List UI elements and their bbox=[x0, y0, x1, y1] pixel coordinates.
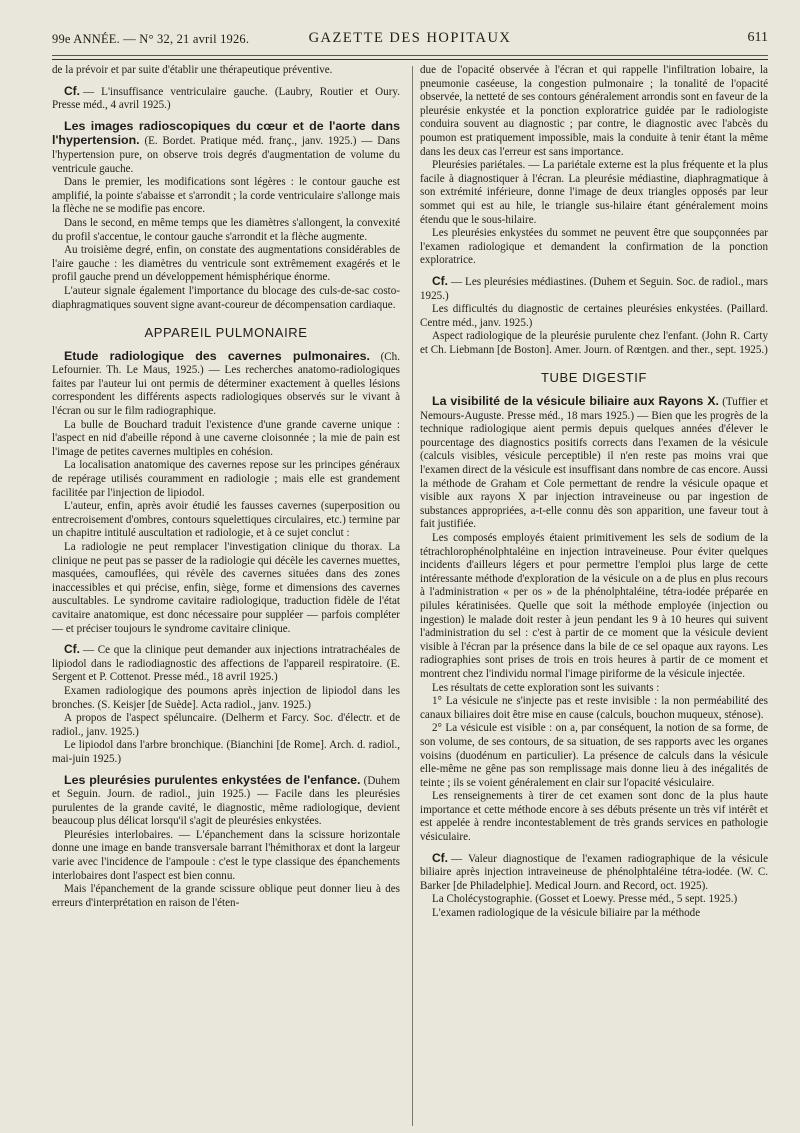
paragraph: Les pleurésies enkystées du sommet ne peuvent être que soupçonnées par l'examen radiologique et demandent la confirmation de la ponction exploratrice. bbox=[420, 227, 768, 267]
header-rule-top bbox=[52, 55, 768, 56]
section-heading: TUBE DIGESTIF bbox=[540, 370, 648, 386]
paragraph: Pleurésies pariétales. — La pariétale externe est la plus fréquente et la plus facile à diagnostiquer à l'écran. La pleurésie médiastine, diaphragmatique à son extrémité inférieure, donne l'image de deux triangles opposés par leur sommet qui est au hile, le triangle sus-hilaire étant généralement moins étendu que le sous-hilaire. bbox=[420, 159, 768, 226]
paragraph: Le lipiodol dans l'arbre bronchique. (Bianchini [de Rome]. Arch. d. radiol., mai-juin 1925.) bbox=[52, 739, 400, 765]
paragraph: L'auteur, enfin, après avoir étudié les fausses cavernes (superposition ou entrecroisement d'ombres, contours squelettiques circulaires, etc.) termine par un chapitre intitulé auscultation et radiologie, et à ce sujet conclut : bbox=[52, 500, 400, 540]
cf-reference bbox=[420, 275, 768, 303]
cf-label: Cf. bbox=[432, 850, 448, 865]
article-text: (Tuffier et Nemours-Auguste. Presse méd., 18 mars 1925.) — Bien que les progrès de la technique radiologique aient permis depuis quelques années d'élever le pourcentage des diagnostics positifs corrects dans l'examen de la vésicule (calculs visibles, vésicule perceptible) il n'en reste pas moins vrai que l'examen direct de la vésicule est insuffisant dans nombre de cas encore. Aussi la méthode de Graham et Cole permettant de rendre la vésicule opaque et visible aux rayons X par injection intraveineuse ou par ingestion de substances appropriées, a-t-elle connu dès son apparition, une faveur tout à fait justifiée. bbox=[420, 396, 768, 531]
paragraph: La radiologie ne peut remplacer l'investigation clinique du thorax. La clinique ne peut pas se passer de la radiologie qui décèle les cavernes muettes, masquées, camouflées, qui révèle des cavernes situées dans des zones inaccessibles et qui précise, enfin, siège, forme et dimensions des cavernes auscultables. Le syndrome cavitaire radiologique, traduction fidèle de l'état cavitaire anatomique, est donc nécessaire pour suppléer — parfois compléter — et préciser toujours le syndrome cavitaire clinique. bbox=[52, 541, 400, 635]
cf-reference bbox=[52, 85, 400, 113]
left-column bbox=[52, 64, 400, 1132]
issue-info: 99e ANNÉE. — N° 32, 21 avril 1926. bbox=[52, 32, 250, 46]
article-entry bbox=[52, 350, 400, 419]
paragraph: Aspect radiologique de la pleurésie purulente chez l'enfant. (John R. Carty et Ch. Liebmann [de Boston]. Amer. Journ. of Rœntgen. and ther., sept. 1925.) bbox=[420, 330, 768, 356]
paragraph: Dans le premier, les modifications sont légères : le contour gauche est amplifié, la pointe s'abaisse et s'arrondit ; la corde ventriculaire s'allonge mais la flèche ne se modifie pas encore. bbox=[52, 176, 400, 216]
right-column bbox=[420, 64, 768, 1132]
cf-label: Cf. bbox=[64, 642, 80, 657]
article-entry bbox=[52, 774, 400, 829]
paragraph: Pleurésies interlobaires. — L'épanchement dans la scissure horizontale donne une image en bande transversale barrant l'hémithorax et dont la largeur varie avec l'incidence de l'ampoule : c'est le type classique des épanchements interlobaires dont l'aspect est bien connu. bbox=[52, 828, 400, 882]
paragraph: 2° La vésicule est visible : on a, par conséquent, la notion de sa forme, de son volume, de ses contours, de sa situation, de ses rapports avec les organes voisins (duodénum en particulier). La présence de calculs dans la vésicule elle-même ne gêne pas son remplissage mais donne lieu à des inégalités de teinte ; ils se voient généralement en clair sur l'opacité vésiculaire. bbox=[420, 722, 768, 789]
paragraph: Examen radiologique des poumons après injection de lipiodol dans les bronches. (S. Keisjer [de Suède]. Acta radiol., janv. 1925.) bbox=[52, 684, 400, 711]
paragraph: La Cholécystographie. (Gosset et Loewy. Presse méd., 5 sept. 1925.) bbox=[432, 893, 738, 906]
article-heading: La visibilité de la vésicule biliaire aux Rayons X. bbox=[432, 394, 719, 409]
paragraph: A propos de l'aspect spéluncaire. (Delherm et Farcy. Soc. d'électr. et de radiol., janv. 1925.) bbox=[52, 712, 400, 738]
cf-text: — Valeur diagnostique de l'examen radiographique de la vésicule biliaire après injection intraveineuse de phénolphtaléine tétra-iodée. (W. C. Barker [de Philadelphie]. Medical Journ. and Record, oct. 1925). bbox=[420, 852, 768, 892]
cf-text: — Les pleurésies médiastines. (Duhem et Seguin. Soc. de radiol., mars 1925.) bbox=[420, 275, 768, 302]
paragraph: Les composés employés étaient primitivement les sels de sodium de la tétrachlorophénolphtaléine en injection intraveineuse. Pour éviter quelques incidents d'ailleurs légers et pour permettre l'emploi plus large de cette intéressante méthode d'exploration de la vésicule on a de plus en plus recours à l'administration « per os » de la phénolphtaléine, tétra-iodée préparée en pilules kératinisées. Quelle que soit la méthode employée (injection ou ingestion) le malade doit rester à jeun pendant les 9 à 10 heures qui suivent l'administration du sel : c'est à partir de ce moment que la vésicule devient visible à l'écran par la présence dans la bile de ce sel opaque aux rayons. Les radiographies sont prises de trois en trois heures à partir de ce moment et montrent chez l'individu normal l'image piriforme de la vésicule injectée. bbox=[420, 532, 768, 680]
paragraph: Dans le second, en même temps que les diamètres s'allongent, la convexité du profil s'accentue, le contour gauche s'arrondit et la flèche augmente. bbox=[52, 216, 400, 243]
cf-label: Cf. bbox=[432, 273, 448, 288]
paragraph: Mais l'épanchement de la grande scissure oblique peut donner lieu à des erreurs d'interprétation en raison de l'éten- bbox=[52, 883, 400, 909]
cf-text: — L'insuffisance ventriculaire gauche. (Laubry, Routier et Oury. Presse méd., 4 avril 1925.) bbox=[52, 85, 400, 112]
paragraph: de la prévoir et par suite d'établir une thérapeutique préventive. bbox=[52, 64, 333, 76]
section-heading: APPAREIL PULMONAIRE bbox=[144, 325, 308, 341]
page-header bbox=[52, 28, 768, 52]
paragraph: L'auteur signale également l'importance du blocage des culs-de-sac costo-diaphragmatiques souvent signe avant-coureur de décompensation cardiaque. bbox=[52, 284, 400, 311]
paragraph: 1° La vésicule ne s'injecte pas et reste invisible : la non perméabilité des canaux biliaires doit être mise en cause (calculs, bouchon muqueux, sténose). bbox=[420, 695, 768, 721]
page-number: 611 bbox=[747, 30, 768, 45]
paragraph: La localisation anatomique des cavernes repose sur les principes généraux de repérage utilisés couramment en radiologie ; mais elle est grandement facilitée par l'injection de lipiodol. bbox=[52, 459, 400, 499]
paragraph: Les résultats de cette exploration sont les suivants : bbox=[432, 681, 660, 694]
paragraph: Les difficultés du diagnostic de certaines pleurésies enkystées. (Paillard. Centre méd., janv. 1925.) bbox=[420, 303, 768, 329]
article-text: (E. Bordet. Pratique méd. franç., janv. 1925.) — Dans l'hypertension pure, on observe trois degrés d'augmentation de volume du ventricule gauche. bbox=[52, 135, 400, 175]
paragraph: L'examen radiologique de la vésicule biliaire par la méthode bbox=[432, 907, 701, 920]
cf-reference bbox=[52, 643, 400, 685]
cf-text: — Ce que la clinique peut demander aux injections intratrachéales de lipiodol dans le radiodiagnostic des affections de l'appareil respiratoire. (E. Sergent et P. Cottenot. Presse méd., 18 avril 1925.) bbox=[52, 644, 400, 684]
paragraph: La bulle de Bouchard traduit l'existence d'une grande caverne unique : l'aspect en nid d'abeille répond à une caverne cloisonnée ; la mie de pain est l'image de petites cavernes multiples en cohésion. bbox=[52, 418, 400, 458]
article-text: (Duhem et Seguin. Journ. de radiol., juin 1925.) — Facile dans les pleurésies purulentes de la grande cavité, le diagnostic, même radiologique, devient beaucoup plus délicat lorsqu'il s'agit de pleurésies enkystées. bbox=[52, 774, 400, 828]
article-heading: Les pleurésies purulentes enkystées de l'enfance. bbox=[64, 772, 361, 787]
paragraph: Les renseignements à tirer de cet examen sont donc de la plus haute importance et cette méthode encore à ses débuts présente un très vif intérêt et est appelée à rendre incontestablement de très grands services en pathologie vésiculaire. bbox=[420, 790, 768, 844]
article-entry bbox=[420, 395, 768, 532]
header-rule-bottom bbox=[52, 59, 768, 60]
article-text: (Ch. Lefournier. Th. Le Maus, 1925.) — Les recherches anatomo-radiologiques faites par l'auteur lui ont permis de déterminer exactement à quelles lésions correspondent les différents aspects radiologiques observés sur le vivant à l'écran ou sur le film radiographique. bbox=[52, 350, 400, 418]
cf-reference bbox=[420, 852, 768, 894]
journal-title: GAZETTE DES HOPITAUX bbox=[308, 30, 512, 46]
paragraph: Au troisième degré, enfin, on constate des augmentations considérables de l'aire gauche : les diamètres du ventricule sont extrêmement exagérés et le profil gauche prend un développement hémisphérique énorme. bbox=[52, 244, 400, 284]
article-heading: Les images radioscopiques du cœur et de l'aorte dans l'hypertension. bbox=[52, 118, 400, 148]
paragraph: due de l'opacité observée à l'écran et qui rappelle l'infiltration lobaire, la pneumonie caséeuse, la congestion pulmonaire ; la tonalité de l'opacité observée, la netteté de ses contours généralement arrondis sont en faveur de la pleurésie enkystée et la ponction exploratrice guidée par le radiologiste conduira souvent au diagnostic ; par contre, le diagnostic avec l'abcès du poumon est pratiquement impossible, mais la conduite à tenir étant la même dans les deux cas l'erreur est sans importance. bbox=[420, 64, 768, 158]
article-entry bbox=[52, 120, 400, 176]
cf-label: Cf. bbox=[64, 83, 80, 98]
column-divider bbox=[412, 66, 413, 1126]
article-heading: Etude radiologique des cavernes pulmonaires. bbox=[64, 348, 370, 363]
